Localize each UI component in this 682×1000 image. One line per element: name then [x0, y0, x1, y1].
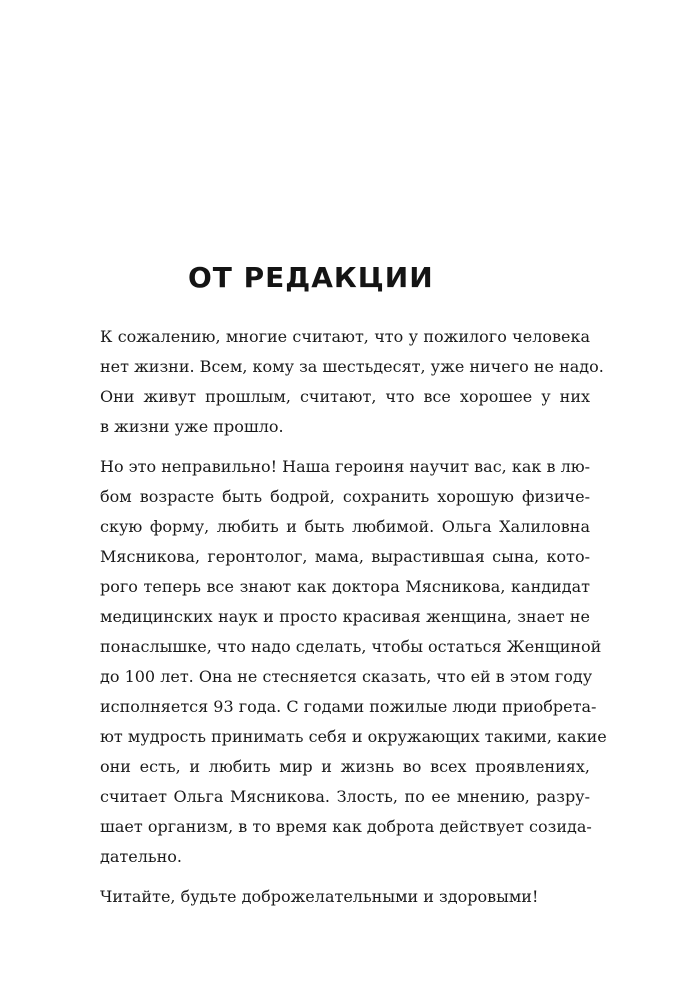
text-line: считает Ольга Мясникова. Злость, по ее мнению, разру- [100, 787, 590, 806]
text-line: до 100 лет. Она не стесняется сказать, что ей в этом году [100, 667, 593, 686]
text-line: понаслышке, что надо сделать, чтобы остаться Женщиной [100, 637, 602, 656]
text-line: исполняется 93 года. С годами пожилые люди приобрета- [100, 697, 597, 716]
text-line: медицинских наук и просто красивая женщина, знает не [100, 607, 590, 626]
text-line: Но это неправильно! Наша героиня научит вас, как в лю- [100, 457, 591, 476]
text-line: Читайте, будьте доброжелательными и здоровыми! [100, 887, 539, 906]
text-line: бом возрасте быть бодрой, сохранить хорошую физиче- [100, 487, 590, 506]
text-line: скую форму, любить и быть любимой. Ольга Халиловна [100, 517, 590, 536]
text-line: нет жизни. Всем, кому за шестьдесят, уже ничего не надо. [100, 357, 604, 376]
text-line: дательно. [100, 847, 182, 866]
text-line: ют мудрость принимать себя и окружающих такими, какие [100, 727, 607, 746]
text-line: Мясникова, геронтолог, мама, вырастившая сына, кото- [100, 547, 590, 566]
page-title: ОТ РЕДАКЦИИ [188, 261, 434, 294]
text-line: в жизни уже прошло. [100, 417, 284, 436]
text-line: рого теперь все знают как доктора Мясникова, кандидат [100, 577, 590, 596]
text-line: К сожалению, многие считают, что у пожилого человека [100, 327, 590, 346]
text-line: они есть, и любить мир и жизнь во всех проявлениях, [100, 757, 590, 776]
text-line: шает организм, в то время как доброта действует созида- [100, 817, 592, 836]
text-line: Они живут прошлым, считают, что все хорошее у них [100, 387, 590, 406]
